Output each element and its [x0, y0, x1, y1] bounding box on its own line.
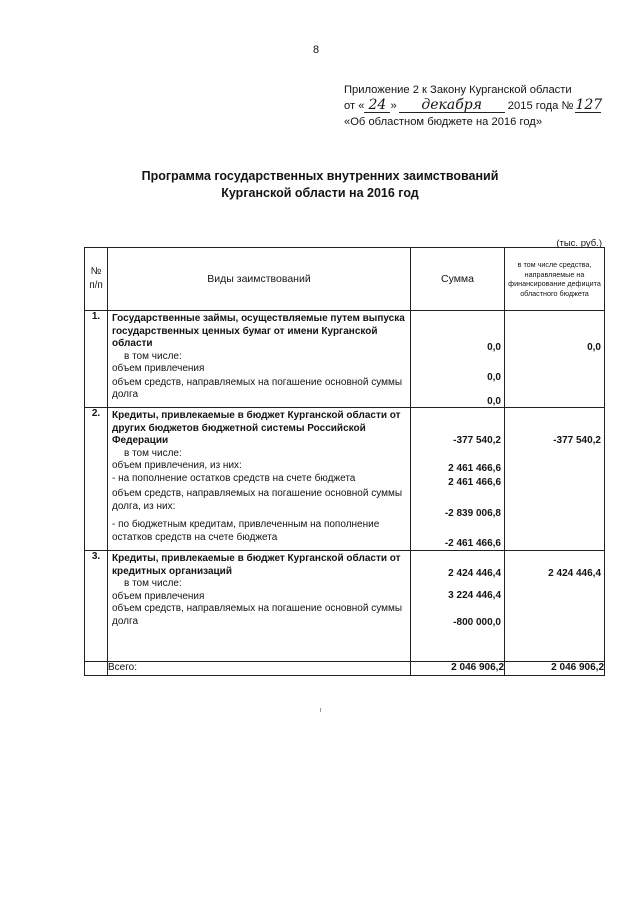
title-line-1: Программа государственных внутренних заимствований: [141, 169, 499, 183]
section-line-label: объем средств, направляемых на погашение основной суммы долга: [112, 603, 403, 627]
line-amount: 2 461 466,6: [448, 463, 501, 474]
handwritten-month: декабря: [399, 98, 505, 113]
title-line-2: Курганской области на 2016 год: [221, 186, 419, 200]
total-amount: 2 046 906,2: [411, 662, 505, 676]
year-text: 2015 года №: [507, 100, 574, 112]
financing-cell: [505, 408, 605, 551]
header-desc: Виды заимствований: [108, 248, 411, 311]
date-quote-close: »: [390, 100, 397, 112]
section-title: Кредиты, привлекаемые в бюджет Курганской области от кредитных организаций: [112, 553, 401, 577]
section-amount: 0,0: [487, 342, 501, 353]
appendix-line-2: [344, 98, 604, 114]
section-amount: 2 424 446,4: [448, 568, 501, 579]
borrowing-table: [84, 247, 605, 676]
amount-cell: [411, 311, 505, 408]
table-row: [85, 311, 605, 408]
section-financing: 0,0: [587, 342, 601, 353]
section-line-label: объем средств, направляемых на погашение основной суммы долга, из них:: [112, 488, 403, 512]
line-amount: -2 461 466,6: [444, 538, 501, 549]
line-amount: 0,0: [487, 372, 501, 383]
row-number: 2.: [85, 408, 108, 551]
total-num-cell: [85, 662, 108, 676]
date-prefix: от «: [344, 100, 365, 112]
line-amount: -2 839 006,8: [444, 508, 501, 519]
table-row: [85, 551, 605, 662]
handwritten-law-number: 127: [575, 97, 603, 113]
section-financing: 2 424 446,4: [548, 568, 601, 579]
section-amount: -377 540,2: [453, 435, 501, 446]
table-row: [85, 408, 605, 551]
header-num-line-2: п/п: [89, 280, 103, 291]
line-amount: -800 000,0: [453, 617, 501, 628]
total-label: Всего:: [108, 662, 411, 676]
scan-speck: [320, 708, 321, 712]
section-line-label: объем привлечения, из них:: [112, 460, 242, 471]
section-line-label: в том числе:: [124, 447, 182, 459]
section-line-label: в том числе:: [124, 578, 182, 589]
section-line-label: объем привлечения: [112, 363, 205, 374]
section-line-label: в том числе:: [124, 350, 182, 362]
row-description-cell: [108, 551, 411, 662]
section-line-label: объем привлечения: [112, 590, 205, 602]
header-amount: Сумма: [411, 248, 505, 311]
amount-cell: [411, 551, 505, 662]
header-financing: в том числе средства, направляемые на финансирование дефицита областного бюджета: [505, 248, 605, 311]
line-amount: 2 461 466,6: [448, 477, 501, 488]
row-description-cell: [108, 311, 411, 408]
header-num-line-1: №: [90, 266, 102, 277]
row-number: 1.: [85, 311, 108, 408]
header-num: [85, 248, 108, 311]
appendix-line-3: «Об областном бюджете на 2016 год»: [344, 116, 543, 128]
line-amount: 0,0: [487, 396, 501, 407]
appendix-note: [344, 82, 604, 130]
appendix-line-1: Приложение 2 к Закону Курганской области: [344, 84, 572, 96]
section-line-label: - на пополнение остатков средств на счете бюджета: [112, 472, 356, 484]
financing-cell: [505, 551, 605, 662]
amount-cell: [411, 408, 505, 551]
table-header-row: [85, 248, 605, 311]
page-number: 8: [313, 44, 320, 56]
total-financing: 2 046 906,2: [505, 662, 605, 676]
section-line-label: - по бюджетным кредитам, привлеченным на пополнение остатков средств на счете бюджета: [112, 519, 380, 543]
handwritten-day: 24: [364, 98, 390, 113]
document-title: [0, 168, 640, 202]
units-note: (тыс. руб.): [556, 238, 602, 249]
section-title: Кредиты, привлекаемые в бюджет Курганской области от других бюджетов бюджетной системы Российской Федерации: [112, 410, 401, 446]
row-number: 3.: [85, 551, 108, 662]
financing-cell: [505, 311, 605, 408]
line-amount: 3 224 446,4: [448, 590, 501, 601]
section-line-label: объем средств, направляемых на погашение основной суммы долга: [112, 376, 403, 400]
row-description-cell: [108, 408, 411, 551]
total-row: [85, 662, 605, 676]
section-title: Государственные займы, осуществляемые путем выпуска государственных ценных бумаг от имени Курганской области: [112, 313, 405, 349]
section-financing: -377 540,2: [553, 435, 601, 446]
